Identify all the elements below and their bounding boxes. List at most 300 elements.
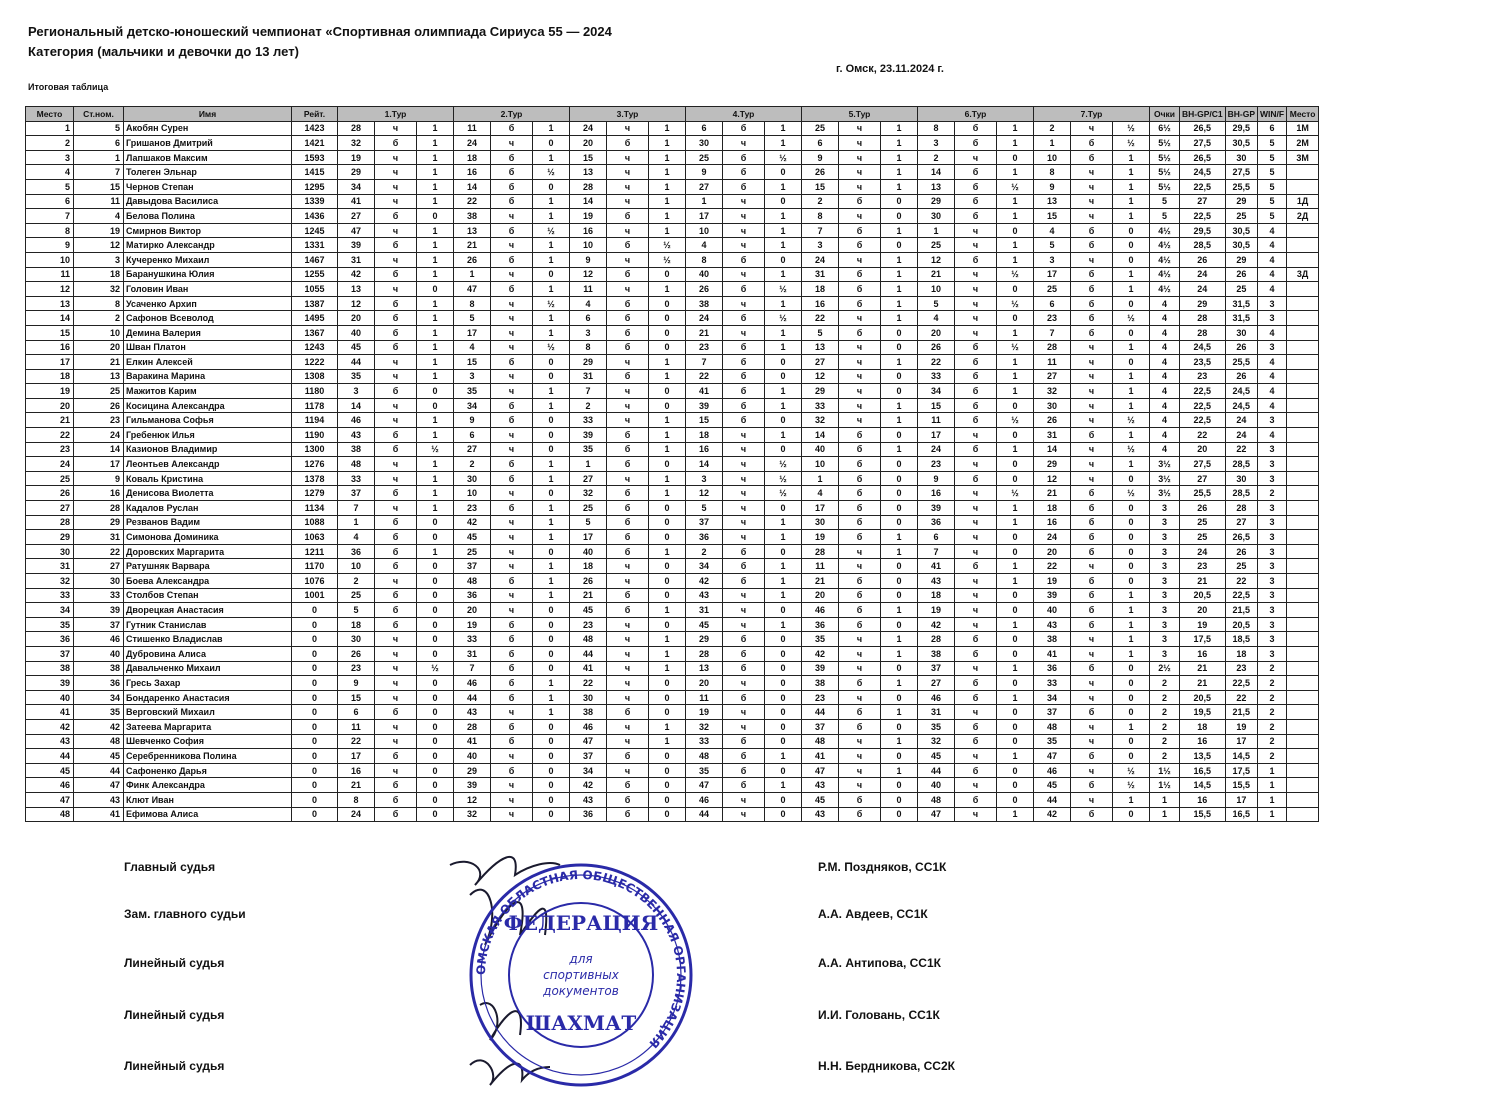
cell-bh-gp-c1: 19,5 [1180, 705, 1226, 720]
table-row [26, 136, 1319, 151]
cell-round-4-result: 0 [765, 646, 802, 661]
cell-final-place [1287, 661, 1319, 676]
cell-round-3-color: ч [607, 179, 649, 194]
cell-round-4-color: ч [723, 428, 765, 443]
cell-rating: 1593 [292, 150, 338, 165]
cell-round-5-color: б [839, 282, 881, 297]
cell-round-7-result: 1 [1113, 457, 1150, 472]
cell-round-7-result: 0 [1113, 515, 1150, 530]
cell-round-6-color: б [955, 413, 997, 428]
cell-round-5-color: ч [839, 778, 881, 793]
cell-bh-gp-c1: 25,5 [1180, 486, 1226, 501]
cell-round-7-opponent: 35 [1034, 734, 1071, 749]
cell-rating: 0 [292, 792, 338, 807]
cell-rating: 1295 [292, 179, 338, 194]
cell-win-f: 3 [1258, 442, 1287, 457]
cell-points: 2 [1150, 705, 1180, 720]
cell-round-1-opponent: 43 [338, 428, 375, 443]
cell-bh-gp-c1: 24,5 [1180, 340, 1226, 355]
cell-round-1-opponent: 24 [338, 807, 375, 822]
cell-points: 3 [1150, 646, 1180, 661]
cell-round-2-result: 0 [533, 617, 570, 632]
cell-round-7-result: 1 [1113, 282, 1150, 297]
cell-round-6-result: 1 [997, 442, 1034, 457]
cell-round-5-result: 1 [881, 676, 918, 691]
cell-round-2-opponent: 5 [454, 311, 491, 326]
cell-round-6-color: ч [955, 749, 997, 764]
cell-round-4-color: ч [723, 617, 765, 632]
cell-rating: 1178 [292, 398, 338, 413]
cell-bh-gp: 25 [1225, 282, 1257, 297]
cell-bh-gp-c1: 23,5 [1180, 355, 1226, 370]
cell-start-number: 23 [74, 413, 124, 428]
cell-bh-gp-c1: 22,5 [1180, 413, 1226, 428]
cell-round-6-color: б [955, 442, 997, 457]
cell-round-7-opponent: 46 [1034, 763, 1071, 778]
cell-round-1-opponent: 17 [338, 749, 375, 764]
cell-place: 36 [26, 632, 74, 647]
cell-round-4-opponent: 29 [686, 632, 723, 647]
cell-round-3-opponent: 13 [570, 165, 607, 180]
cell-round-4-opponent: 10 [686, 223, 723, 238]
cell-round-6-opponent: 13 [918, 179, 955, 194]
cell-round-6-result: 0 [997, 471, 1034, 486]
cell-round-4-result: 0 [765, 544, 802, 559]
cell-round-1-opponent: 44 [338, 355, 375, 370]
cell-player-name: Сафоненко Дарья [124, 763, 292, 778]
cell-round-7-result: 1 [1113, 340, 1150, 355]
cell-rating: 1055 [292, 282, 338, 297]
header-place: Место [26, 107, 74, 122]
cell-round-4-color: б [723, 574, 765, 589]
cell-start-number: 4 [74, 209, 124, 224]
cell-win-f: 4 [1258, 267, 1287, 282]
table-row [26, 676, 1319, 691]
cell-round-1-color: б [375, 428, 417, 443]
cell-bh-gp-c1: 16,5 [1180, 763, 1226, 778]
header-points: Очки [1150, 107, 1180, 122]
cell-round-5-color: б [839, 296, 881, 311]
cell-round-4-color: ч [723, 501, 765, 516]
cell-round-3-result: 1 [649, 413, 686, 428]
cell-round-3-color: б [607, 136, 649, 151]
cell-round-5-result: 0 [881, 588, 918, 603]
cell-round-5-opponent: 22 [802, 311, 839, 326]
cell-round-1-result: 1 [417, 179, 454, 194]
cell-player-name: Леонтьев Александр [124, 457, 292, 472]
cell-round-2-opponent: 24 [454, 136, 491, 151]
cell-round-7-result: 0 [1113, 705, 1150, 720]
cell-round-3-opponent: 2 [570, 398, 607, 413]
cell-round-7-opponent: 8 [1034, 165, 1071, 180]
cell-round-6-opponent: 39 [918, 501, 955, 516]
cell-round-1-color: ч [375, 252, 417, 267]
table-row [26, 749, 1319, 764]
cell-bh-gp-c1: 24 [1180, 544, 1226, 559]
cell-round-3-color: б [607, 778, 649, 793]
cell-round-7-color: б [1071, 223, 1113, 238]
cell-round-4-result: 1 [765, 179, 802, 194]
cell-round-7-opponent: 37 [1034, 705, 1071, 720]
cell-player-name: Резванов Вадим [124, 515, 292, 530]
cell-round-3-opponent: 28 [570, 179, 607, 194]
cell-round-4-result: 1 [765, 749, 802, 764]
cell-round-4-color: б [723, 749, 765, 764]
cell-round-6-color: ч [955, 574, 997, 589]
cell-round-6-opponent: 17 [918, 428, 955, 443]
cell-round-5-color: ч [839, 179, 881, 194]
cell-round-6-color: ч [955, 267, 997, 282]
cell-bh-gp: 26 [1225, 544, 1257, 559]
cell-round-1-result: 1 [417, 471, 454, 486]
cell-round-6-result: 1 [997, 574, 1034, 589]
cell-bh-gp-c1: 19 [1180, 617, 1226, 632]
table-row [26, 194, 1319, 209]
cell-round-1-result: 1 [417, 150, 454, 165]
cell-player-name: Доровских Маргарита [124, 544, 292, 559]
cell-round-4-opponent: 46 [686, 792, 723, 807]
cell-round-2-color: б [491, 690, 533, 705]
cell-round-4-result: ½ [765, 311, 802, 326]
cell-round-3-opponent: 16 [570, 223, 607, 238]
cell-rating: 1300 [292, 442, 338, 457]
cell-win-f: 3 [1258, 617, 1287, 632]
cell-round-1-color: б [375, 442, 417, 457]
cell-round-1-opponent: 46 [338, 413, 375, 428]
cell-round-4-color: б [723, 311, 765, 326]
cell-rating: 0 [292, 778, 338, 793]
cell-start-number: 41 [74, 807, 124, 822]
cell-round-7-result: 0 [1113, 501, 1150, 516]
cell-round-3-result: 1 [649, 223, 686, 238]
cell-round-2-opponent: 34 [454, 398, 491, 413]
cell-round-5-color: б [839, 603, 881, 618]
cell-round-2-color: ч [491, 369, 533, 384]
cell-place: 1 [26, 121, 74, 136]
cell-round-6-result: 0 [997, 734, 1034, 749]
cell-final-place [1287, 398, 1319, 413]
cell-bh-gp: 31,5 [1225, 311, 1257, 326]
cell-round-7-result: 0 [1113, 530, 1150, 545]
cell-win-f: 3 [1258, 340, 1287, 355]
cell-round-2-result: 1 [533, 384, 570, 399]
cell-round-2-opponent: 13 [454, 223, 491, 238]
cell-round-1-result: 1 [417, 311, 454, 326]
cell-round-3-result: 1 [649, 471, 686, 486]
cell-round-2-color: ч [491, 603, 533, 618]
cell-round-7-result: ½ [1113, 413, 1150, 428]
cell-round-5-color: б [839, 442, 881, 457]
cell-round-7-result: 1 [1113, 194, 1150, 209]
cell-points: 4½ [1150, 282, 1180, 297]
cell-round-7-result: 1 [1113, 384, 1150, 399]
cell-round-5-result: 1 [881, 296, 918, 311]
table-row [26, 792, 1319, 807]
cell-round-1-color: ч [375, 632, 417, 647]
cell-round-1-color: б [375, 267, 417, 282]
cell-round-7-color: б [1071, 136, 1113, 151]
cell-player-name: Сафонов Всеволод [124, 311, 292, 326]
cell-round-3-result: 1 [649, 282, 686, 297]
cell-bh-gp: 25,5 [1225, 179, 1257, 194]
cell-round-1-result: 1 [417, 457, 454, 472]
cell-final-place [1287, 457, 1319, 472]
cell-round-5-opponent: 18 [802, 282, 839, 297]
cell-round-3-opponent: 8 [570, 340, 607, 355]
cell-final-place: 3М [1287, 150, 1319, 165]
cell-bh-gp: 24,5 [1225, 384, 1257, 399]
cell-round-2-opponent: 33 [454, 632, 491, 647]
cell-final-place [1287, 340, 1319, 355]
cell-round-1-color: б [375, 209, 417, 224]
cell-points: 3 [1150, 588, 1180, 603]
cell-round-6-result: 1 [997, 559, 1034, 574]
cell-round-5-result: 0 [881, 238, 918, 253]
cell-start-number: 31 [74, 530, 124, 545]
cell-round-6-opponent: 2 [918, 150, 955, 165]
cell-round-3-result: 1 [649, 355, 686, 370]
cell-round-3-color: ч [607, 734, 649, 749]
cell-round-6-result: 0 [997, 544, 1034, 559]
cell-round-6-color: б [955, 355, 997, 370]
cell-round-4-opponent: 23 [686, 340, 723, 355]
table-row [26, 515, 1319, 530]
cell-round-3-result: 0 [649, 792, 686, 807]
cell-round-4-opponent: 15 [686, 413, 723, 428]
cell-player-name: Гутник Станислав [124, 617, 292, 632]
cell-round-7-color: ч [1071, 355, 1113, 370]
header-bh-gp: BH-GP [1225, 107, 1257, 122]
cell-round-6-result: 0 [997, 719, 1034, 734]
cell-round-7-opponent: 44 [1034, 792, 1071, 807]
cell-round-7-opponent: 14 [1034, 442, 1071, 457]
cell-place: 35 [26, 617, 74, 632]
cell-round-7-result: 0 [1113, 690, 1150, 705]
cell-round-4-opponent: 11 [686, 690, 723, 705]
cell-round-1-result: 1 [417, 428, 454, 443]
cell-round-5-color: б [839, 194, 881, 209]
cell-round-3-opponent: 38 [570, 705, 607, 720]
cell-round-6-opponent: 37 [918, 661, 955, 676]
cell-points: 4 [1150, 413, 1180, 428]
cell-round-4-color: б [723, 544, 765, 559]
cell-round-7-opponent: 27 [1034, 369, 1071, 384]
cell-round-2-opponent: 22 [454, 194, 491, 209]
cell-round-7-color: б [1071, 515, 1113, 530]
cell-bh-gp-c1: 26,5 [1180, 121, 1226, 136]
cell-round-2-color: ч [491, 807, 533, 822]
cell-round-5-result: 1 [881, 150, 918, 165]
cell-round-7-result: 1 [1113, 617, 1150, 632]
cell-round-5-color: б [839, 471, 881, 486]
cell-round-3-color: ч [607, 559, 649, 574]
cell-round-7-opponent: 4 [1034, 223, 1071, 238]
cell-round-5-color: б [839, 705, 881, 720]
cell-round-6-opponent: 12 [918, 252, 955, 267]
cell-points: 1 [1150, 807, 1180, 822]
seal-outer-text: ОМСКАЯ ОБЛАСТНАЯ ОБЩЕСТВЕННАЯ ОРГАНИЗАЦИЯ [473, 867, 689, 1051]
cell-round-5-opponent: 23 [802, 690, 839, 705]
table-row [26, 355, 1319, 370]
cell-round-6-color: б [955, 252, 997, 267]
seal-center-text: спортивных [543, 968, 619, 982]
cell-round-7-result: 1 [1113, 428, 1150, 443]
cell-round-3-result: 1 [649, 428, 686, 443]
cell-round-5-color: ч [839, 763, 881, 778]
cell-round-5-color: б [839, 588, 881, 603]
cell-round-7-result: 0 [1113, 252, 1150, 267]
cell-round-2-opponent: 42 [454, 515, 491, 530]
cell-round-1-color: ч [375, 501, 417, 516]
cell-round-7-color: ч [1071, 121, 1113, 136]
cell-round-7-color: ч [1071, 763, 1113, 778]
cell-round-2-opponent: 10 [454, 486, 491, 501]
cell-round-5-result: 0 [881, 384, 918, 399]
cell-round-4-color: б [723, 355, 765, 370]
cell-round-7-color: б [1071, 807, 1113, 822]
cell-place: 22 [26, 428, 74, 443]
cell-win-f: 6 [1258, 121, 1287, 136]
cell-round-2-result: 1 [533, 209, 570, 224]
cell-win-f: 3 [1258, 574, 1287, 589]
cell-bh-gp-c1: 27 [1180, 194, 1226, 209]
cell-round-3-result: 1 [649, 179, 686, 194]
cell-final-place [1287, 165, 1319, 180]
cell-bh-gp: 30 [1225, 325, 1257, 340]
cell-round-3-color: б [607, 515, 649, 530]
cell-round-4-opponent: 2 [686, 544, 723, 559]
cell-final-place [1287, 223, 1319, 238]
cell-round-6-opponent: 30 [918, 209, 955, 224]
cell-rating: 1170 [292, 559, 338, 574]
cell-bh-gp-c1: 22,5 [1180, 179, 1226, 194]
cell-round-4-color: б [723, 282, 765, 297]
official-seal [430, 835, 730, 1095]
place-date: г. Омск, 23.11.2024 г. [836, 63, 944, 75]
cell-round-1-color: ч [375, 676, 417, 691]
cell-place: 44 [26, 749, 74, 764]
cell-round-5-result: 1 [881, 413, 918, 428]
cell-win-f: 5 [1258, 165, 1287, 180]
cell-win-f: 4 [1258, 223, 1287, 238]
cell-round-5-result: 1 [881, 121, 918, 136]
cell-round-1-result: 0 [417, 632, 454, 647]
cell-round-2-color: б [491, 150, 533, 165]
cell-round-3-opponent: 35 [570, 442, 607, 457]
cell-round-5-opponent: 20 [802, 588, 839, 603]
cell-round-4-opponent: 47 [686, 778, 723, 793]
cell-round-1-color: б [375, 559, 417, 574]
cell-round-2-result: 0 [533, 807, 570, 822]
cell-round-7-opponent: 5 [1034, 238, 1071, 253]
cell-round-6-opponent: 18 [918, 588, 955, 603]
cell-bh-gp: 30 [1225, 150, 1257, 165]
cell-round-3-color: б [607, 603, 649, 618]
cell-round-6-color: ч [955, 325, 997, 340]
cell-round-7-opponent: 20 [1034, 544, 1071, 559]
cell-place: 8 [26, 223, 74, 238]
cell-round-3-opponent: 3 [570, 325, 607, 340]
cell-start-number: 39 [74, 603, 124, 618]
cell-round-3-color: ч [607, 471, 649, 486]
cell-round-6-color: б [955, 209, 997, 224]
cell-round-2-result: 1 [533, 252, 570, 267]
judge-name: А.А. Антипова, СС1К [818, 956, 941, 970]
cell-round-4-opponent: 4 [686, 238, 723, 253]
cell-round-2-result: ½ [533, 340, 570, 355]
cell-round-2-opponent: 2 [454, 457, 491, 472]
cell-start-number: 25 [74, 384, 124, 399]
cell-round-4-result: 1 [765, 398, 802, 413]
category-title: Категория (мальчики и девочки до 13 лет) [28, 44, 299, 59]
cell-final-place [1287, 282, 1319, 297]
cell-round-4-color: ч [723, 705, 765, 720]
cell-round-3-result: 1 [649, 442, 686, 457]
cell-round-3-color: б [607, 530, 649, 545]
cell-points: 4 [1150, 325, 1180, 340]
cell-rating: 1222 [292, 355, 338, 370]
cell-round-4-opponent: 40 [686, 267, 723, 282]
cell-rating: 0 [292, 690, 338, 705]
cell-round-4-color: ч [723, 792, 765, 807]
cell-round-1-opponent: 31 [338, 252, 375, 267]
cell-player-name: Дворецкая Анастасия [124, 603, 292, 618]
cell-round-2-opponent: 35 [454, 384, 491, 399]
cell-round-2-result: 0 [533, 749, 570, 764]
cell-round-7-opponent: 34 [1034, 690, 1071, 705]
cell-points: 4 [1150, 428, 1180, 443]
cell-round-5-result: 1 [881, 763, 918, 778]
cell-bh-gp-c1: 23 [1180, 369, 1226, 384]
cell-round-4-opponent: 31 [686, 603, 723, 618]
table-row [26, 719, 1319, 734]
cell-round-3-color: б [607, 749, 649, 764]
cell-final-place [1287, 325, 1319, 340]
cell-round-6-color: ч [955, 486, 997, 501]
cell-place: 7 [26, 209, 74, 224]
cell-round-2-color: б [491, 457, 533, 472]
cell-round-4-color: б [723, 340, 765, 355]
cell-round-3-color: б [607, 325, 649, 340]
cell-round-7-result: 1 [1113, 398, 1150, 413]
cell-start-number: 2 [74, 311, 124, 326]
cell-round-7-opponent: 9 [1034, 179, 1071, 194]
cell-round-6-result: 1 [997, 501, 1034, 516]
cell-round-6-result: 0 [997, 603, 1034, 618]
cell-round-3-opponent: 4 [570, 296, 607, 311]
cell-place: 45 [26, 763, 74, 778]
cell-round-5-result: 0 [881, 807, 918, 822]
table-header-row [26, 107, 1319, 122]
cell-points: 3½ [1150, 457, 1180, 472]
table-row [26, 471, 1319, 486]
cell-round-6-color: б [955, 719, 997, 734]
cell-round-3-result: 1 [649, 603, 686, 618]
cell-round-1-color: ч [375, 223, 417, 238]
cell-round-6-result: 1 [997, 238, 1034, 253]
cell-round-5-color: ч [839, 340, 881, 355]
cell-round-3-color: ч [607, 413, 649, 428]
cell-bh-gp: 22 [1225, 690, 1257, 705]
cell-rating: 1134 [292, 501, 338, 516]
cell-round-5-color: б [839, 515, 881, 530]
cell-round-6-opponent: 26 [918, 340, 955, 355]
table-row [26, 530, 1319, 545]
cell-rating: 0 [292, 763, 338, 778]
cell-start-number: 24 [74, 428, 124, 443]
cell-round-3-opponent: 47 [570, 734, 607, 749]
cell-round-2-opponent: 45 [454, 530, 491, 545]
